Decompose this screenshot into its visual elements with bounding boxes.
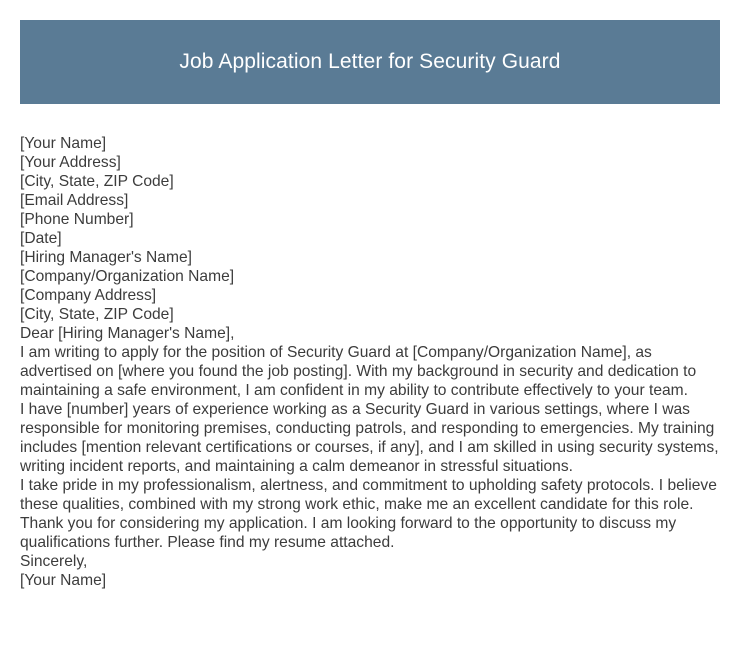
- letter-date: [Date]: [20, 230, 62, 247]
- salutation: Dear [Hiring Manager's Name],: [20, 325, 235, 342]
- recipient-city-state-zip: [City, State, ZIP Code]: [20, 306, 174, 323]
- paragraph-experience: I have [number] years of experience working as a Security Guard in various settings, where I was responsible for monitoring premises, conducting patrols, and responding to emergencies. My training includes [mention relevant certifications or courses, if any], and I am skilled in using security systems, writing incident reports, and maintaining a calm demeanor in stressful situations.: [20, 401, 719, 475]
- paragraph-qualities: I take pride in my professionalism, alertness, and commitment to upholding safety protocols. I believe these qualities, combined with my strong work ethic, make me an excellent candidate for this role.: [20, 477, 717, 513]
- sender-name: [Your Name]: [20, 135, 107, 152]
- sender-address: [Your Address]: [20, 154, 121, 171]
- page-title: Job Application Letter for Security Guard: [179, 50, 561, 73]
- letter-body: [20, 134, 722, 590]
- sender-phone: [Phone Number]: [20, 211, 134, 228]
- title-banner: [20, 20, 720, 104]
- recipient-company: [Company/Organization Name]: [20, 268, 235, 285]
- signature-name: [Your Name]: [20, 572, 107, 589]
- recipient-name: [Hiring Manager's Name]: [20, 249, 192, 266]
- recipient-address: [Company Address]: [20, 287, 157, 304]
- sender-email: [Email Address]: [20, 192, 129, 209]
- paragraph-intro: I am writing to apply for the position of Security Guard at [Company/Organization Name], as advertised on [where you found the job posting]. With my background in security and dedication to maintaining a safe environment, I am confident in my ability to contribute effectively to your team.: [20, 344, 697, 399]
- sign-off: Sincerely,: [20, 553, 88, 570]
- paragraph-closing: Thank you for considering my application. I am looking forward to the opportunity to discuss my qualifications further. Please find my resume attached.: [20, 515, 677, 551]
- sender-city-state-zip: [City, State, ZIP Code]: [20, 173, 174, 190]
